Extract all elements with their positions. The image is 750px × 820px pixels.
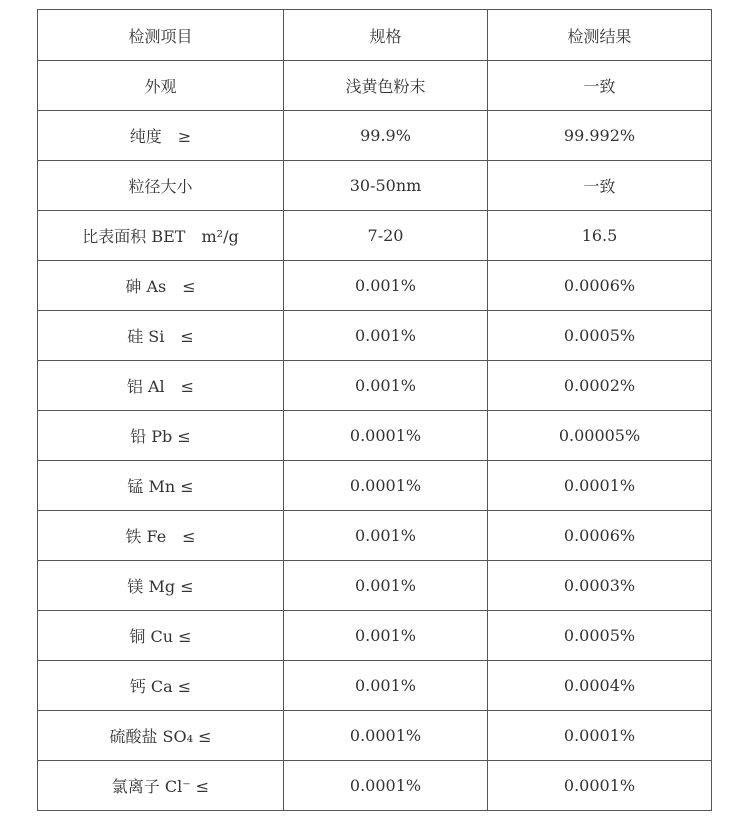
cell-test-item: 铜 Cu ≤ — [38, 611, 284, 661]
cell-test-result: 一致 — [488, 161, 712, 211]
table-row — [38, 411, 712, 461]
cell-test-result: 99.992% — [488, 111, 712, 161]
cell-test-result: 0.0004% — [488, 661, 712, 711]
cell-specification: 30-50nm — [284, 161, 488, 211]
specification-table — [37, 9, 712, 811]
table-row — [38, 361, 712, 411]
cell-specification: 0.001% — [284, 361, 488, 411]
table-row — [38, 661, 712, 711]
cell-test-item: 铁 Fe ≤ — [38, 511, 284, 561]
header-specification: 规格 — [284, 10, 488, 61]
cell-test-item: 锰 Mn ≤ — [38, 461, 284, 511]
cell-specification: 0.0001% — [284, 761, 488, 811]
cell-specification: 0.0001% — [284, 711, 488, 761]
cell-test-item: 硅 Si ≤ — [38, 311, 284, 361]
cell-test-result: 0.0001% — [488, 461, 712, 511]
cell-specification: 0.001% — [284, 611, 488, 661]
table-row — [38, 161, 712, 211]
cell-test-result: 0.0001% — [488, 761, 712, 811]
cell-specification: 0.001% — [284, 311, 488, 361]
cell-test-result: 0.0002% — [488, 361, 712, 411]
cell-test-item: 铅 Pb ≤ — [38, 411, 284, 461]
cell-specification: 0.001% — [284, 261, 488, 311]
cell-specification: 0.0001% — [284, 461, 488, 511]
cell-test-result: 0.0006% — [488, 511, 712, 561]
cell-test-item: 镁 Mg ≤ — [38, 561, 284, 611]
cell-test-result: 0.0001% — [488, 711, 712, 761]
table-row — [38, 111, 712, 161]
cell-test-result: 0.0003% — [488, 561, 712, 611]
cell-specification: 0.001% — [284, 511, 488, 561]
cell-test-item: 铝 Al ≤ — [38, 361, 284, 411]
cell-test-item: 纯度 ≥ — [38, 111, 284, 161]
cell-test-result: 0.0006% — [488, 261, 712, 311]
cell-specification: 浅黄色粉末 — [284, 61, 488, 111]
cell-specification: 7-20 — [284, 211, 488, 261]
table-row — [38, 511, 712, 561]
table-row — [38, 311, 712, 361]
cell-specification: 99.9% — [284, 111, 488, 161]
table-row — [38, 561, 712, 611]
cell-specification: 0.001% — [284, 661, 488, 711]
table-row — [38, 461, 712, 511]
table-row — [38, 61, 712, 111]
cell-test-item: 外观 — [38, 61, 284, 111]
header-test-item: 检测项目 — [38, 10, 284, 61]
table-header-row — [38, 10, 712, 61]
table-row — [38, 611, 712, 661]
cell-specification: 0.001% — [284, 561, 488, 611]
cell-specification: 0.0001% — [284, 411, 488, 461]
table-body — [38, 10, 712, 811]
table-row — [38, 261, 712, 311]
cell-test-result: 0.0005% — [488, 611, 712, 661]
table-row — [38, 711, 712, 761]
cell-test-result: 一致 — [488, 61, 712, 111]
cell-test-item: 粒径大小 — [38, 161, 284, 211]
cell-test-item: 钙 Ca ≤ — [38, 661, 284, 711]
cell-test-result: 16.5 — [488, 211, 712, 261]
cell-test-item: 砷 As ≤ — [38, 261, 284, 311]
cell-test-item: 氯离子 Cl⁻ ≤ — [38, 761, 284, 811]
header-test-result: 检测结果 — [488, 10, 712, 61]
cell-test-item: 硫酸盐 SO₄ ≤ — [38, 711, 284, 761]
cell-test-item: 比表面积 BET m²/g — [38, 211, 284, 261]
table-row — [38, 211, 712, 261]
table-row — [38, 761, 712, 811]
cell-test-result: 0.00005% — [488, 411, 712, 461]
cell-test-result: 0.0005% — [488, 311, 712, 361]
